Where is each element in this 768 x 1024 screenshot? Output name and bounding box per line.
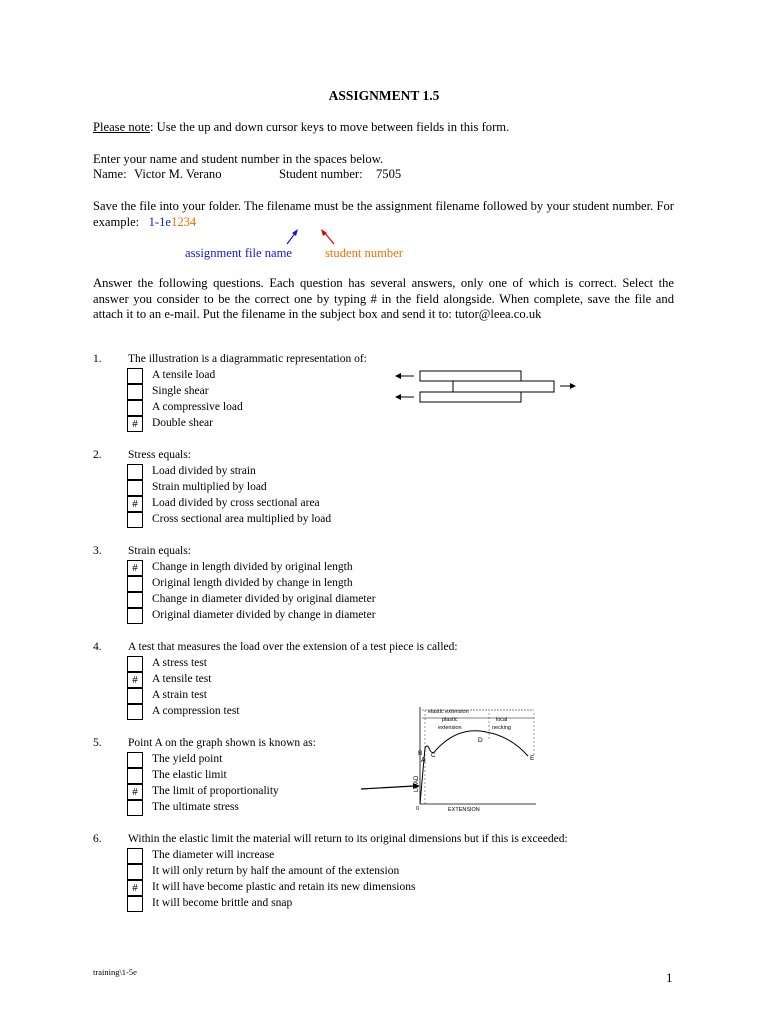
answer-text: Original diameter divided by change in diameter (152, 609, 376, 622)
question-number: 6. (93, 833, 102, 845)
arrowhead-right (570, 383, 576, 389)
question-number: 5. (93, 737, 102, 749)
question-number: 4. (93, 641, 102, 653)
example-arrows (0, 0, 768, 270)
answer-field[interactable] (127, 688, 143, 704)
answer-text: Change in diameter divided by original diameter (152, 592, 376, 605)
answer-text: The limit of proportionality (152, 784, 279, 797)
point-e-label: E (530, 755, 535, 762)
answer-text: Double shear (152, 417, 213, 430)
page-number: 1 (666, 970, 673, 985)
origin-label: 0 (416, 806, 420, 812)
example-suffix: 1234 (171, 214, 197, 229)
question-number: 1. (93, 353, 102, 365)
answer-text: It will only return by half the amount of the extension (152, 864, 400, 877)
answer-field[interactable] (127, 864, 143, 880)
answer-field[interactable] (127, 704, 143, 720)
page-title: ASSIGNMENT 1.5 (328, 88, 440, 103)
top-plate (420, 371, 521, 381)
answer-text: Single shear (152, 384, 209, 397)
answer-text: A strain test (152, 688, 207, 701)
answer-text: It will become brittle and snap (152, 897, 293, 910)
plastic-label: plastic (442, 717, 458, 723)
name-field[interactable]: Victor M. Verano (134, 167, 222, 181)
student-number-label: Student number: (279, 167, 363, 181)
answer-field[interactable] (127, 576, 143, 592)
question-text: Within the elastic limit the material will return to its original dimensions but if this is exceeded: (128, 833, 568, 845)
answer-field[interactable] (127, 512, 143, 528)
local-label: local (496, 717, 508, 723)
answer-field[interactable] (127, 480, 143, 496)
name-label: Name: (93, 167, 127, 181)
answer-field[interactable] (127, 592, 143, 608)
note-label: Please note (93, 120, 151, 134)
answer-text: Strain multiplied by load (152, 480, 267, 493)
answer-instructions: Answer the following questions. Each question has several answers, only one of which is correct. Select the answer you consider to be the correct one by typing # in the field alongside. When complete, save the file and attach it to an e-mail. Put the filename in the subject box and send it to: tutor@leea.co.uk (93, 276, 674, 322)
question-number: 3. (93, 545, 102, 557)
answer-text: Load divided by cross sectional area (152, 496, 320, 509)
point-b-label: B (418, 750, 423, 757)
answer-field[interactable] (127, 368, 143, 384)
assignment-file-name-label: assignment file name (185, 246, 293, 260)
arrowhead-left-top (395, 373, 401, 379)
answer-text: A tensile test (152, 672, 212, 685)
extension-label: extension (438, 725, 462, 731)
necking-label: necking (492, 725, 511, 731)
question-text: A test that measures the load over the extension of a test piece is called: (128, 641, 458, 653)
y-axis-label: LOAD (414, 775, 420, 792)
arrowhead-left-bottom (395, 394, 401, 400)
answer-field[interactable]: # (127, 560, 143, 576)
question-text: Stress equals: (128, 449, 191, 461)
curve (420, 731, 528, 804)
answer-field[interactable]: # (127, 496, 143, 512)
elastic-extension-label: elastic extension (428, 709, 469, 715)
footer-filename: training\1-5e (93, 967, 137, 977)
answer-text: A tensile load (152, 368, 216, 381)
point-c-label: C (431, 752, 436, 759)
answer-text: A stress test (152, 656, 207, 669)
point-a-label: A (421, 757, 426, 764)
point-d-label: D (478, 737, 483, 744)
assignment-arrowhead (292, 229, 298, 236)
question-number: 2. (93, 449, 102, 461)
answer-field[interactable]: # (127, 784, 143, 800)
student-number-hint-label: student number (325, 246, 403, 260)
answer-text: A compressive load (152, 400, 243, 413)
enter-instruction: Enter your name and student number in the spaces below. (93, 152, 384, 166)
x-axis-label: EXTENSION (448, 807, 480, 813)
answer-text: The elastic limit (152, 768, 227, 781)
answer-field[interactable] (127, 848, 143, 864)
answer-text: Cross sectional area multiplied by load (152, 513, 332, 526)
answer-text: Load divided by strain (152, 464, 256, 477)
answer-field[interactable] (127, 896, 143, 912)
bottom-plate (420, 392, 521, 402)
answer-text: It will have become plastic and retain its new dimensions (152, 880, 416, 893)
example-prefix: 1-1e (148, 214, 172, 229)
answer-field[interactable] (127, 384, 143, 400)
shear-diagram (390, 366, 580, 410)
answer-field[interactable]: # (127, 880, 143, 896)
answer-field[interactable] (127, 656, 143, 672)
question-text: Point A on the graph shown is known as: (128, 737, 316, 749)
student-number-field[interactable]: 7505 (376, 167, 402, 181)
answer-text: Change in length divided by original length (152, 560, 353, 573)
answer-text: The yield point (152, 752, 223, 765)
answer-field[interactable] (127, 752, 143, 768)
answer-text: The diameter will increase (152, 848, 275, 861)
answer-text: The ultimate stress (152, 801, 239, 814)
question-text: Strain equals: (128, 545, 191, 557)
answer-field[interactable]: # (127, 672, 143, 688)
save-text: Save the file into your folder. The filename must be the assignment filename followed by your student number. For example: (93, 199, 674, 229)
middle-plate (453, 381, 554, 392)
answer-text: Original length divided by change in length (152, 576, 353, 589)
answer-field[interactable]: # (127, 416, 143, 432)
answer-field[interactable] (127, 768, 143, 784)
note-text: : Use the up and down cursor keys to move between fields in this form. (150, 120, 510, 134)
answer-field[interactable] (127, 800, 143, 816)
answer-field[interactable] (127, 608, 143, 624)
answer-field[interactable] (127, 400, 143, 416)
answer-field[interactable] (127, 464, 143, 480)
question-text: The illustration is a diagrammatic representation of: (128, 353, 367, 365)
pointer-arrow (361, 786, 414, 789)
answer-text: A compression test (152, 705, 240, 718)
stress-strain-graph (358, 704, 543, 816)
